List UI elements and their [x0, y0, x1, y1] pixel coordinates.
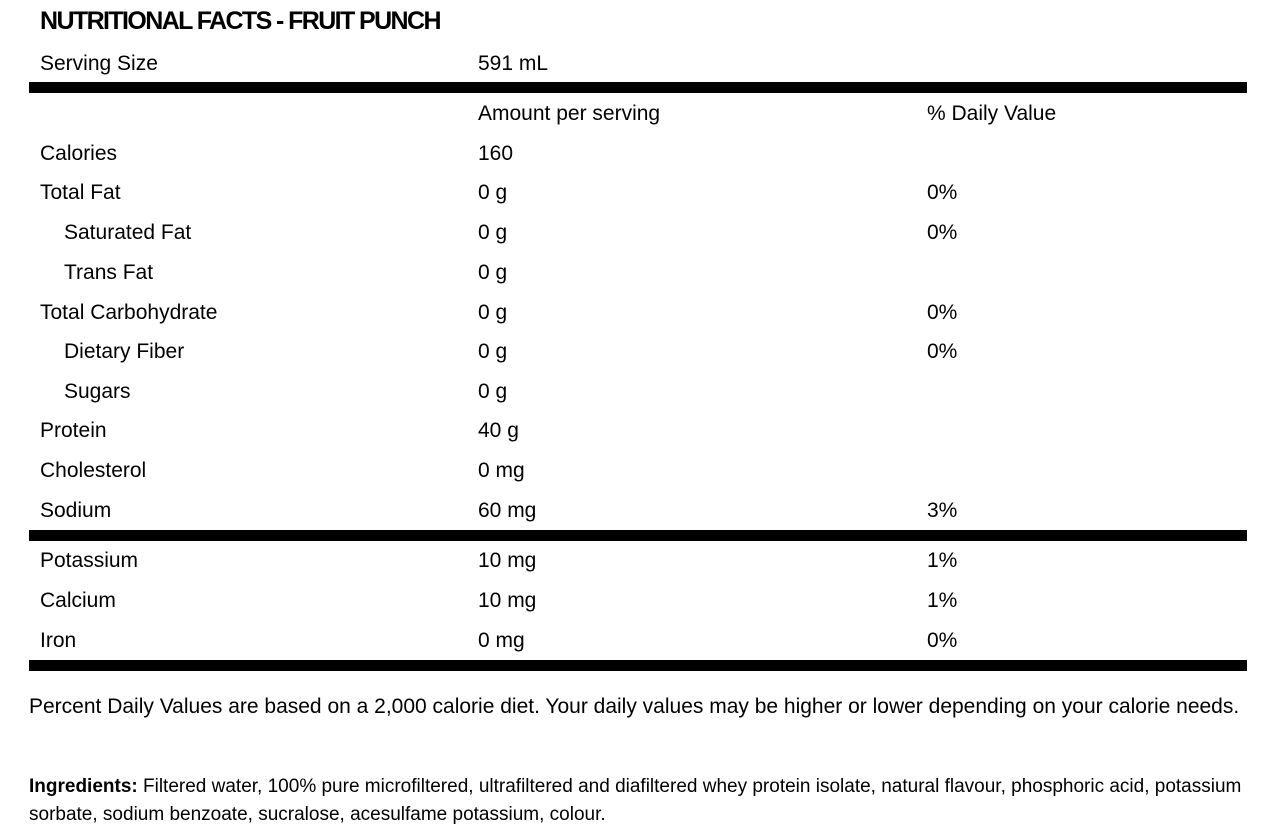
- nutrient-row: [0, 253, 1280, 293]
- mineral-row: [0, 581, 1280, 621]
- nutrient-name: Sodium: [40, 499, 112, 522]
- mineral-dv: 1%: [927, 589, 958, 612]
- nutrient-name: Saturated Fat: [64, 221, 192, 244]
- nutrient-amount: 0 g: [478, 340, 508, 363]
- nutrient-amount: 60 mg: [478, 499, 537, 522]
- mineral-name: Calcium: [40, 589, 116, 612]
- nutrient-amount: 40 g: [478, 419, 519, 442]
- serving-size-label: Serving Size: [40, 52, 158, 75]
- nutrient-name: Sugars: [64, 380, 131, 403]
- nutrient-dv: 0%: [927, 221, 958, 244]
- nutrient-amount: 0 g: [478, 181, 508, 204]
- mineral-row: [0, 541, 1280, 581]
- nutrient-amount: 0 g: [478, 301, 508, 324]
- nutrient-name: Calories: [40, 142, 118, 165]
- nutrient-row: [0, 332, 1280, 372]
- mineral-amount: 10 mg: [478, 589, 537, 612]
- nutrient-name: Total Carbohydrate: [40, 301, 218, 324]
- thick-divider: [29, 530, 1247, 541]
- daily-value-footnote: Percent Daily Values are based on a 2,000 calorie diet. Your daily values may be higher or lower depending on your calorie needs.: [29, 695, 1240, 718]
- nutrient-name: Dietary Fiber: [64, 340, 185, 363]
- mineral-dv: 1%: [927, 549, 958, 572]
- mineral-name: Iron: [40, 629, 77, 652]
- nutrient-name: Protein: [40, 419, 107, 442]
- nutrient-row: [0, 173, 1280, 213]
- nutrient-amount: 0 g: [478, 380, 508, 403]
- thick-divider: [29, 660, 1247, 671]
- nutrient-amount: 160: [478, 142, 514, 165]
- nutrient-row: [0, 293, 1280, 333]
- nutrient-dv: 3%: [927, 499, 958, 522]
- page-title: NUTRITIONAL FACTS - FRUIT PUNCH: [40, 7, 440, 35]
- nutrient-dv: 0%: [927, 301, 958, 324]
- nutrient-name: Total Fat: [40, 181, 121, 204]
- serving-size-row: [0, 44, 1280, 84]
- nutrient-amount: 0 mg: [478, 459, 525, 482]
- amount-header: Amount per serving: [478, 102, 661, 125]
- mineral-row: [0, 621, 1280, 661]
- mineral-name: Potassium: [40, 549, 139, 572]
- daily-value-header: % Daily Value: [927, 102, 1057, 125]
- nutrient-name: Trans Fat: [64, 261, 154, 284]
- nutrient-row: [0, 372, 1280, 412]
- serving-size-value: 591 mL: [478, 52, 549, 75]
- ingredients-text: Filtered water, 100% pure microfiltered, ultrafiltered and diafiltered whey protein isolate, natural flavour, phosphoric acid, potassium sorbate, sodium benzoate, sucralose, acesulfame potassium, colour.: [29, 776, 1242, 825]
- column-header-row: [0, 94, 1280, 134]
- nutrient-row: [0, 134, 1280, 174]
- nutrient-dv: 0%: [927, 181, 958, 204]
- nutrient-name: Cholesterol: [40, 459, 147, 482]
- nutrient-row: [0, 451, 1280, 491]
- nutrient-row: [0, 213, 1280, 253]
- ingredients-section: [29, 773, 1249, 829]
- thick-divider: [29, 82, 1247, 93]
- ingredients-label: Ingredients:: [29, 776, 138, 797]
- nutrient-amount: 0 g: [478, 221, 508, 244]
- nutrient-row: [0, 411, 1280, 451]
- nutrient-amount: 0 g: [478, 261, 508, 284]
- mineral-amount: 10 mg: [478, 549, 537, 572]
- nutrient-row: [0, 491, 1280, 531]
- mineral-dv: 0%: [927, 629, 958, 652]
- mineral-amount: 0 mg: [478, 629, 525, 652]
- nutrient-dv: 0%: [927, 340, 958, 363]
